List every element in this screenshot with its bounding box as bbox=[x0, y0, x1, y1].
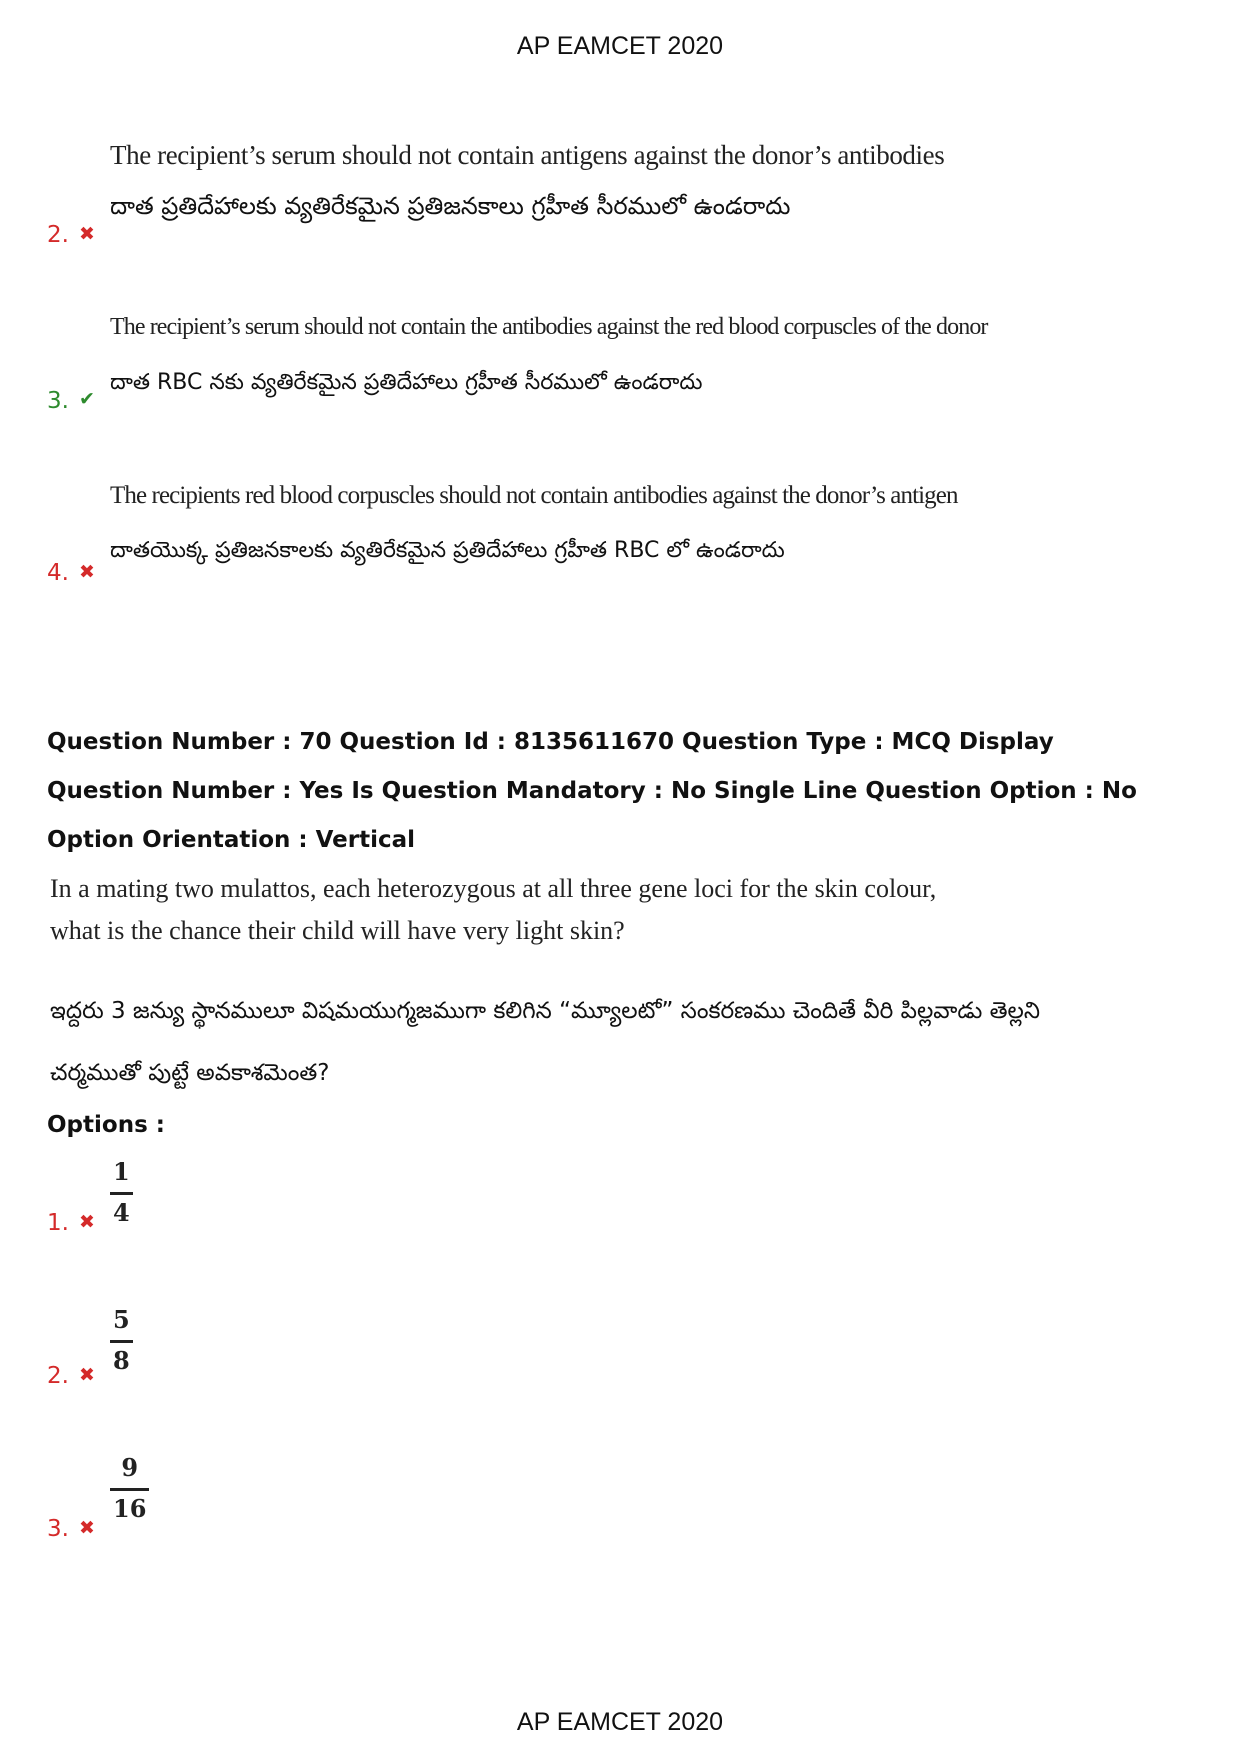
denominator: 16 bbox=[113, 1494, 147, 1523]
fraction-bar bbox=[110, 1340, 133, 1343]
fraction-bar bbox=[110, 1488, 149, 1491]
option-text-en: The recipient’s serum should not contain the antibodies against the red blood corpuscles of the donor bbox=[110, 314, 988, 340]
option-text-te: దాత ప్రతిదేహాలకు వ్యతిరేకమైన ప్రతిజనకాలు గ్రహీత సీరములో ఉండరాదు bbox=[110, 192, 791, 220]
denominator: 8 bbox=[113, 1346, 130, 1375]
option-text-en: The recipient’s serum should not contain antigens against the donor’s antibodies bbox=[110, 140, 945, 170]
option-number: 4. bbox=[47, 560, 69, 586]
question-text-te: ఇద్దరు 3 జన్యు స్థానములూ విషమయుగ్మజముగా కలిగిన “మ్యూలటో” సంకరణము చెందితే వీరి పిల్లవాడు తెల్లని చర్మముతో పుట్టే అవకాశమెంత? bbox=[50, 998, 1041, 1086]
cross-icon: ✖ bbox=[79, 561, 95, 583]
option-number: 3. bbox=[47, 388, 69, 414]
option-number: 2. bbox=[47, 222, 69, 248]
denominator: 4 bbox=[113, 1198, 130, 1227]
numerator: 5 bbox=[113, 1305, 130, 1334]
page-footer: AP EAMCET 2020 bbox=[516, 1708, 724, 1736]
page-header: AP EAMCET 2020 bbox=[516, 32, 724, 60]
cross-icon: ✖ bbox=[79, 1517, 95, 1539]
options-label: Options : bbox=[47, 1112, 165, 1138]
fraction-bar bbox=[110, 1192, 133, 1195]
option-text-te: దాతయొక్క ప్రతిజనకాలకు వ్యతిరేకమైన ప్రతిదేహాలు గ్రహీత RBC లో ఉండరాదు bbox=[110, 538, 785, 563]
cross-icon: ✖ bbox=[79, 1364, 95, 1386]
option-text-en: The recipients red blood corpuscles should not contain antibodies against the donor’s antigen bbox=[110, 482, 958, 509]
option-number: 2. bbox=[47, 1363, 69, 1389]
cross-icon: ✖ bbox=[79, 1211, 95, 1233]
numerator: 9 bbox=[121, 1453, 139, 1482]
fraction bbox=[110, 1454, 149, 1523]
option-number: 3. bbox=[47, 1516, 69, 1542]
check-icon: ✔ bbox=[79, 388, 95, 410]
fraction bbox=[110, 1158, 133, 1227]
numerator: 1 bbox=[113, 1157, 130, 1186]
question-meta: Question Number : 70 Question Id : 8135611670 Question Type : MCQ Display Question Number : Yes Is Question Mandatory : No Single Line Question Option : No Option Orientation : Vertical bbox=[47, 729, 1137, 853]
option-number: 1. bbox=[47, 1210, 69, 1236]
cross-icon: ✖ bbox=[79, 223, 95, 245]
fraction bbox=[110, 1306, 133, 1375]
question-text-en: In a mating two mulattos, each heterozygous at all three gene loci for the skin colour, what is the chance their child will have very light skin? bbox=[50, 874, 937, 945]
option-text-te: దాత RBC నకు వ్యతిరేకమైన ప్రతిదేహాలు గ్రహీత సీరములో ఉండరాదు bbox=[110, 370, 703, 395]
